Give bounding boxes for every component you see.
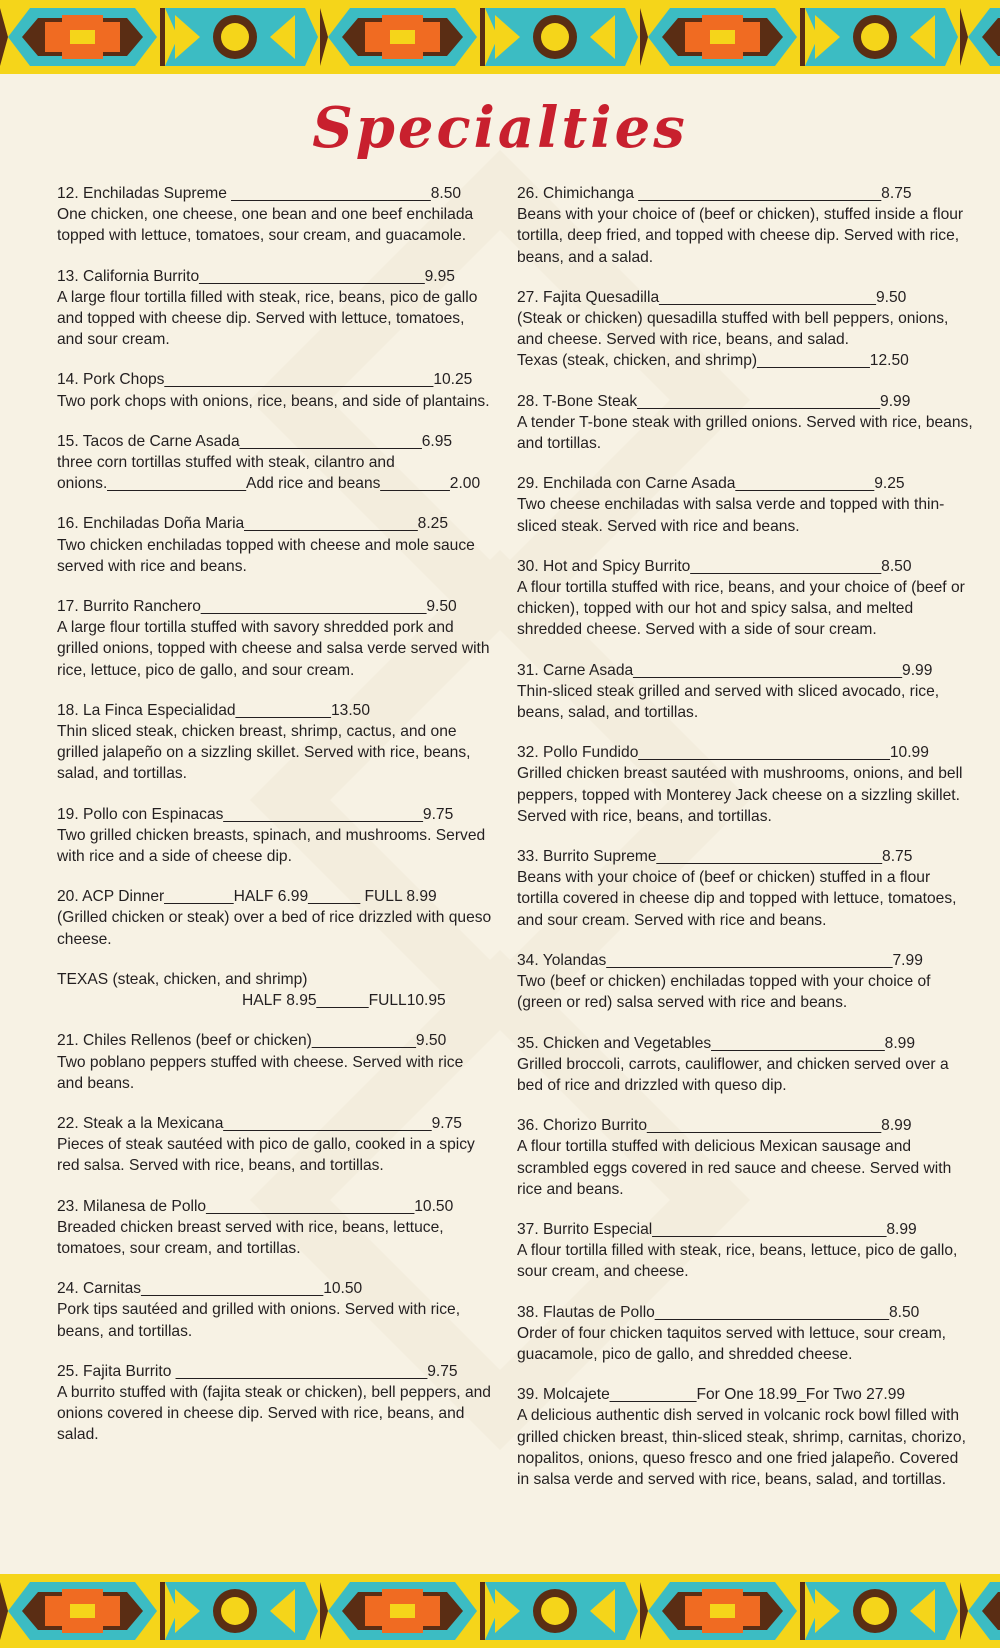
menu-item-heading: 22. Steak a la Mexicana________________________9.75 [57, 1114, 462, 1132]
menu-item-description: (Grilled chicken or steak) over a bed of rice drizzled with queso cheese. [57, 909, 492, 948]
menu-item [57, 886, 492, 950]
menu-item-heading: 30. Hot and Spicy Burrito______________________8.50 [517, 557, 912, 575]
menu-item-description: Grilled chicken breast sautéed with mushrooms, onions, and bell peppers, topped with Monterey Jack cheese on a sizzling skillet. Served with rice, beans, and tortillas. [517, 765, 963, 825]
menu-item-description: A tender T-bone steak with grilled onions. Served with rice, beans, and tortillas. [517, 413, 973, 453]
menu-item-heading: 21. Chiles Rellenos (beef or chicken)____________9.50 [57, 1032, 447, 1050]
menu-item [517, 1384, 973, 1490]
menu-item-heading: 23. Milanesa de Pollo________________________10.50 [57, 1197, 454, 1215]
right-menu-column [517, 183, 973, 1509]
menu-item [57, 969, 492, 1011]
menu-item [517, 556, 973, 641]
menu-item-heading: 13. California Burrito__________________________9.95 [57, 267, 455, 285]
left-menu-column [57, 183, 492, 1465]
menu-item-description: (Steak or chicken) quesadilla stuffed with bell peppers, onions, and cheese. Served with rice, beans, and salad. [517, 310, 949, 349]
menu-item-heading: 20. ACP Dinner________HALF 6.99______ FULL 8.99 [57, 888, 437, 906]
menu-item-description: three corn tortillas stuffed with steak, cilantro and [57, 454, 395, 472]
menu-item-description: Order of four chicken taquitos served with lettuce, sour cream, guacamole, pico de gallo, and shredded cheese. [517, 1324, 947, 1363]
menu-item [517, 473, 973, 537]
menu-item-description: A large flour tortilla stuffed with savory shredded pork and grilled onions, topped with cheese and salsa verde served with rice, lettuce, pico de gallo, and sour cream. [57, 619, 490, 679]
menu-item [57, 1196, 492, 1260]
menu-item [517, 1115, 973, 1200]
menu-item [57, 431, 492, 495]
menu-item-heading: 31. Carne Asada_______________________________9.99 [517, 661, 933, 679]
menu-item-description: Two (beef or chicken) enchiladas topped with your choice of (green or red) salsa served with rice and beans. [517, 973, 931, 1012]
bottom-decorative-border [0, 1574, 1000, 1648]
menu-item-description: Beans with your choice of (beef or chicken), stuffed inside a flour tortilla, deep fried, and topped with cheese dip. Served with rice, beans, and a salad. [517, 206, 964, 266]
menu-item-description: A delicious authentic dish served in volcanic rock bowl filled with grilled chicken breast, thin-sliced steak, shrimp, carnitas, chorizo, nopalitos, onions, queso fresco and one fried jalapeño. Covered in salsa verde and served with rice, beans, salad, and tortillas. [517, 1407, 966, 1488]
menu-item-description: Two chicken enchiladas topped with cheese and mole sauce served with rice and beans. [57, 536, 475, 575]
menu-item-heading: 39. Molcajete__________For One 18.99_For Two 27.99 [517, 1386, 906, 1404]
page-title: Specialties [312, 95, 688, 161]
menu-item [517, 1302, 973, 1366]
menu-item-description: Grilled broccoli, carrots, cauliflower, and chicken served over a bed of rice and drizzled with queso dip. [517, 1055, 949, 1094]
aztec-pattern-icon [0, 0, 1000, 74]
menu-item [57, 1361, 492, 1446]
menu-item-description: Two poblano peppers stuffed with cheese. Served with rice and beans. [57, 1053, 464, 1092]
menu-item [57, 183, 492, 247]
menu-item-description: A flour tortilla filled with steak, rice, beans, lettuce, pico de gallo, sour cream, and cheese. [517, 1242, 958, 1281]
aztec-pattern-icon [0, 1574, 1000, 1648]
menu-item [57, 596, 492, 681]
top-decorative-border [0, 0, 1000, 74]
menu-item [517, 742, 973, 827]
menu-item-heading: 29. Enchilada con Carne Asada________________9.25 [517, 475, 905, 493]
menu-item-heading: 17. Burrito Ranchero__________________________9.50 [57, 598, 457, 616]
menu-item [57, 1113, 492, 1177]
menu-item-description: Two grilled chicken breasts, spinach, and mushrooms. Served with rice and a side of cheese dip. [57, 826, 486, 866]
menu-item [517, 1219, 973, 1283]
menu-item-description: Thin-sliced steak grilled and served with sliced avocado, rice, beans, salad, and tortillas. [517, 682, 940, 722]
menu-item-heading: 26. Chimichanga ____________________________8.75 [517, 185, 912, 202]
menu-item [517, 287, 973, 372]
menu-item-description: A burrito stuffed with (fajita steak or chicken), bell peppers, and onions covered in cheese dip. Served with rice, beans, and salad. [57, 1383, 491, 1444]
menu-item-description: One chicken, one cheese, one bean and one beef enchilada topped with lettuce, tomatoes, sour cream, and guacamole. [57, 206, 474, 245]
menu-item-description: A flour tortilla stuffed with delicious Mexican sausage and scrambled eggs covered in red sauce and cheese. Served with rice and beans. [517, 1138, 952, 1198]
menu-item-heading: 28. T-Bone Steak____________________________9.99 [517, 392, 911, 410]
menu-item [517, 1033, 973, 1097]
menu-item [517, 846, 973, 931]
menu-item-heading: 33. Burrito Supreme__________________________8.75 [517, 848, 913, 866]
menu-item-heading: 38. Flautas de Pollo___________________________8.50 [517, 1303, 920, 1321]
menu-item [57, 804, 492, 868]
menu-item-description: Two pork chops with onions, rice, beans, and side of plantains. [57, 392, 490, 410]
menu-item [517, 183, 973, 268]
menu-item [517, 391, 973, 455]
menu-item-heading: 19. Pollo con Espinacas_______________________9.75 [57, 805, 454, 823]
menu-item-heading: 24. Carnitas_____________________10.50 [57, 1280, 363, 1298]
menu-item [57, 1030, 492, 1094]
menu-item [517, 660, 973, 724]
menu-item-heading: 37. Burrito Especial___________________________8.99 [517, 1220, 917, 1238]
menu-item [517, 950, 973, 1014]
menu-item-description: Breaded chicken breast served with rice, beans, lettuce, tomatoes, sour cream, and tortillas. [57, 1218, 444, 1257]
menu-item-heading: 25. Fajita Burrito _____________________________9.75 [57, 1362, 458, 1380]
menu-item [57, 513, 492, 577]
menu-item-heading: 14. Pork Chops_______________________________10.25 [57, 371, 473, 389]
menu-item-description: Pork tips sautéed and grilled with onions. Served with rice, beans, and tortillas. [57, 1301, 461, 1340]
menu-item-description: A flour tortilla stuffed with rice, beans, and your choice of (beef or chicken), topped with our hot and spicy salsa, and melted shredded cheese. Served with a side of sour cream. [517, 579, 965, 639]
menu-item-heading: 15. Tacos de Carne Asada_____________________6.95 [57, 432, 453, 450]
menu-item-extra-price: Texas (steak, chicken, and shrimp)_____________12.50 [517, 352, 909, 370]
menu-item-heading: 27. Fajita Quesadilla_________________________9.50 [517, 288, 907, 306]
menu-item-extra-price: HALF 8.95______FULL10.95 [242, 992, 446, 1010]
menu-item [57, 369, 492, 411]
menu-item-heading: 12. Enchiladas Supreme _______________________8.50 [57, 185, 462, 202]
menu-item-description: Thin sliced steak, chicken breast, shrimp, cactus, and one grilled jalapeño on a sizzling skillet. Served with rice, beans, salad, and tortillas. [57, 723, 471, 783]
menu-item [57, 700, 492, 785]
menu-item [57, 1278, 492, 1342]
menu-item-extra-price: onions.________________Add rice and beans________2.00 [57, 475, 481, 493]
menu-item-description: A large flour tortilla filled with steak, rice, beans, pico de gallo and topped with cheese dip. Served with lettuce, tomatoes, and sour cream. [57, 288, 478, 349]
menu-item-description: Pieces of steak sautéed with pico de gallo, cooked in a spicy red salsa. Served with rice, beans, and tortillas. [57, 1136, 475, 1175]
menu-item-heading: TEXAS (steak, chicken, and shrimp) [57, 970, 308, 988]
menu-item-heading: 18. La Finca Especialidad___________13.50 [57, 701, 370, 719]
menu-item-heading: 32. Pollo Fundido_____________________________10.99 [517, 744, 929, 762]
menu-item-heading: 35. Chicken and Vegetables____________________8.99 [517, 1034, 915, 1052]
menu-item-heading: 34. Yolandas_________________________________7.99 [517, 951, 923, 969]
menu-item-heading: 16. Enchiladas Doña Maria____________________8.25 [57, 515, 449, 533]
menu-item-heading: 36. Chorizo Burrito___________________________8.99 [517, 1117, 912, 1135]
menu-item-description: Two cheese enchiladas with salsa verde and topped with thin-sliced steak. Served with rice and beans. [517, 496, 945, 535]
menu-item-description: Beans with your choice of (beef or chicken) stuffed in a flour tortilla covered in cheese dip and topped with lettuce, tomatoes, and sour cream. Served with rice and beans. [517, 869, 957, 929]
menu-item [57, 266, 492, 351]
